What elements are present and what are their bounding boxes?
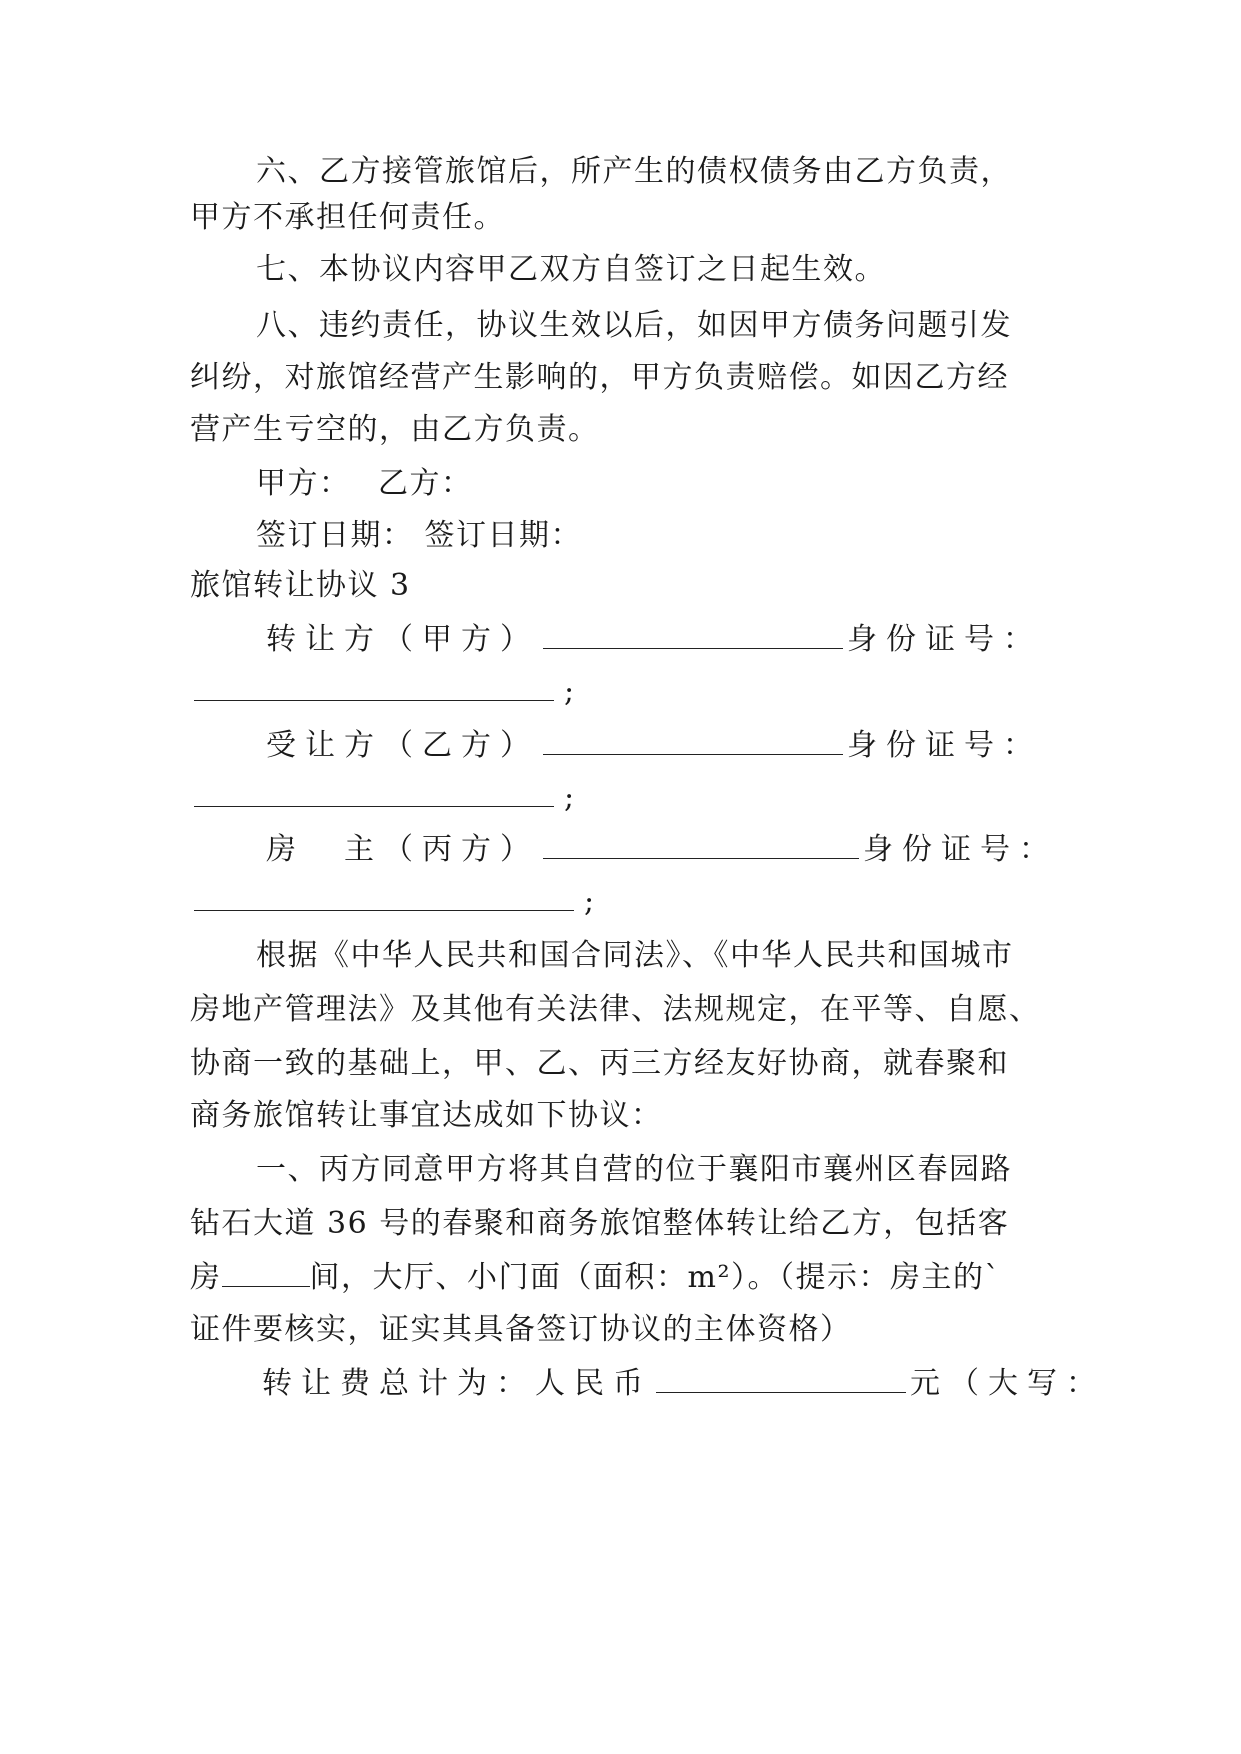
transfer-fee-capital-label: 元（大写： — [910, 1366, 1105, 1401]
landlord-id-label: 身份证号： — [863, 832, 1058, 867]
transferor-id-label: 身份证号： — [847, 622, 1042, 657]
clause-6-line-1: 六、乙方接管旅馆后，所产生的债权债务由乙方负责， — [256, 154, 1012, 189]
landlord-id-blank — [194, 884, 574, 911]
preamble-line-4: 商务旅馆转让事宜达成如下协议： — [190, 1098, 663, 1133]
semicolon: ; — [584, 884, 596, 919]
clause-7: 七、本协议内容甲乙双方自签订之日起生效。 — [256, 252, 886, 287]
transferor-id-line — [190, 672, 1050, 712]
transferee-id-blank — [194, 780, 554, 807]
transferor-id-blank — [194, 674, 554, 701]
landlord-name-blank — [543, 832, 859, 859]
transferor-label: 转让方（甲方） — [266, 622, 539, 657]
clause-1-line-1: 一、丙方同意甲方将其自营的位于襄阳市襄州区春园路 — [256, 1152, 1012, 1187]
transferee-line — [266, 726, 1051, 766]
room-count-blank — [222, 1260, 310, 1287]
transferor-name-blank — [543, 622, 843, 649]
clause-6-line-2: 甲方不承担任何责任。 — [190, 200, 505, 235]
clause-8-line-3: 营产生亏空的，由乙方负责。 — [190, 412, 600, 447]
landlord-label: 房 主（丙方） — [266, 832, 539, 867]
transfer-fee-blank — [656, 1366, 906, 1393]
transferor-line — [266, 620, 1051, 660]
semicolon: ; — [564, 780, 576, 815]
clause-8-line-2: 纠纷，对旅馆经营产生影响的，甲方负责赔偿。如因乙方经 — [190, 360, 1009, 395]
clause-1-line-2: 钻石大道 36 号的春聚和商务旅馆整体转让给乙方，包括客 — [190, 1206, 1010, 1241]
clause-8-line-1: 八、违约责任，协议生效以后，如因甲方债务问题引发 — [256, 308, 1012, 343]
preamble-line-1: 根据《中华人民共和国合同法》、《中华人民共和国城市 — [256, 938, 1014, 973]
signing-date-line: 签订日期： 签订日期： — [256, 518, 583, 553]
transfer-fee-label: 转让费总计为：人民币 — [262, 1366, 652, 1401]
transferee-id-line — [190, 778, 1050, 818]
landlord-id-line — [190, 882, 1050, 922]
agreement-title: 旅馆转让协议 3 — [190, 568, 411, 603]
preamble-line-3: 协商一致的基础上，甲、乙、丙三方经友好协商，就春聚和 — [190, 1046, 1009, 1081]
clause-1-line-3 — [190, 1258, 1050, 1298]
transferee-id-label: 身份证号： — [847, 728, 1042, 763]
preamble-line-2: 房地产管理法》及其他有关法律、法规规定，在平等、自愿、 — [190, 992, 1041, 1027]
room-label: 房 — [190, 1260, 222, 1295]
room-text: 间，大厅、小门面（面积：m²）。（提示：房主的` — [309, 1260, 1001, 1295]
clause-1-line-4: 证件要核实，证实其具备签订协议的主体资格） — [190, 1312, 852, 1347]
transferee-name-blank — [543, 728, 843, 755]
transfer-fee-line — [262, 1364, 1105, 1404]
landlord-line — [266, 830, 1058, 870]
transferee-label: 受让方（乙方） — [266, 728, 539, 763]
semicolon: ; — [564, 674, 576, 709]
party-signature-line: 甲方： 乙方： — [256, 466, 473, 501]
